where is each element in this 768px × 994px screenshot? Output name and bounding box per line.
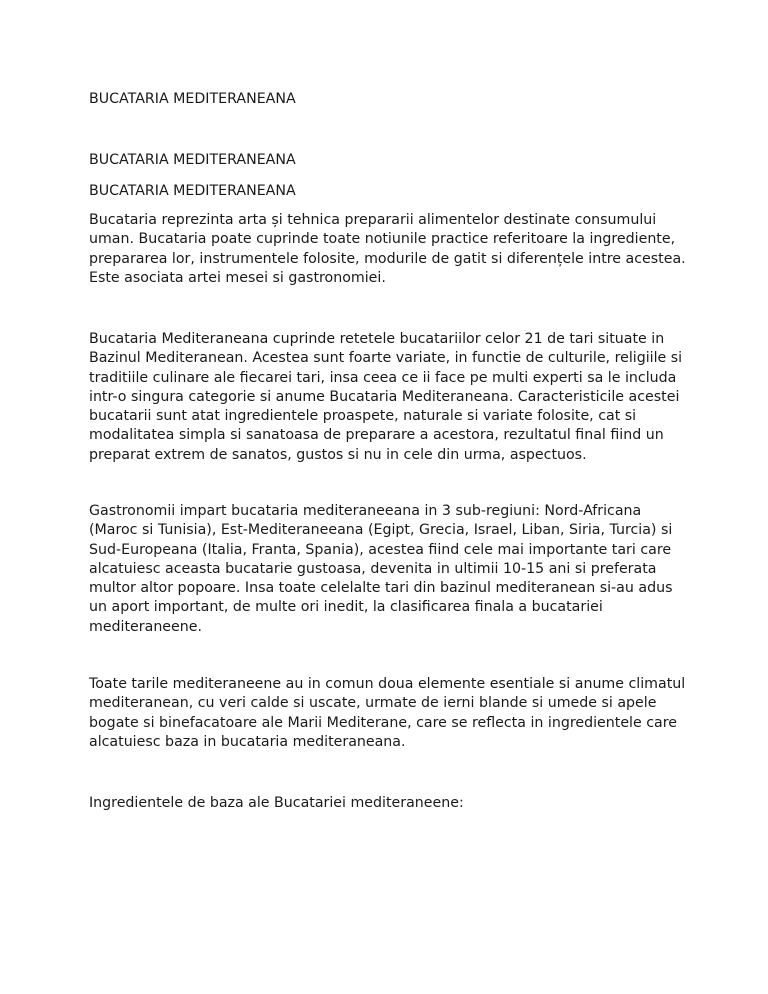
paragraph-line: Toate tarile mediteraneene au in comun doua elemente esentiale si anume climatul xyxy=(89,676,686,692)
paragraph-line: alcatuiesc aceasta bucatarie gustoasa, devenita in ultimii 10-15 ani si preferata xyxy=(89,560,657,577)
paragraph-line: un aport important, de multe ori inedit, la clasificarea finala a bucatariei xyxy=(89,599,603,616)
heading-repeat-1: BUCATARIA MEDITERANEANA xyxy=(89,152,296,168)
ingredients-heading: Ingredientele de baza ale Bucatariei mediteraneene: xyxy=(89,795,464,811)
paragraph-line: (Maroc si Tunisia), Est-Mediteraneeana (Egipt, Grecia, Israel, Liban, Siria, Turcia) si xyxy=(89,522,673,539)
paragraph-line: Sud-Europeana (Italia, Franta, Spania), acestea fiind cele mai importante tari care xyxy=(89,541,672,558)
paragraph-line: intr-o singura categorie si anume Bucataria Mediteraneana. Caracteristicile acestei xyxy=(89,388,680,405)
paragraph-line: traditiile culinare ale fiecarei tari, insa ceea ce ii face pe multi experti sa le includa xyxy=(89,369,677,386)
paragraph-line: mediteranean, cu veri calde si uscate, urmate de ierni blande si umede si apele xyxy=(89,695,657,712)
paragraph-line: multor altor popoare. Insa toate celelalte tari din bazinul mediteranean si-au adus xyxy=(89,580,673,597)
paragraph-line: Bucataria Mediteraneana cuprinde retetele bucatariilor celor 21 de tari situate in xyxy=(89,331,665,347)
paragraph-line: bucatarii sunt atat ingredientele proaspete, naturale si variate folosite, cat si xyxy=(89,408,637,425)
paragraph-intro xyxy=(89,211,689,288)
document-title: BUCATARIA MEDITERANEANA xyxy=(89,91,296,107)
paragraph-line: modalitatea simpla si sanatoasa de preparare a acestora, rezultatul final fiind un xyxy=(89,427,664,444)
paragraph-subregions xyxy=(89,502,689,637)
paragraph-line: Gastronomii impart bucataria mediteraneeana in 3 sub-regiuni: Nord-Africana xyxy=(89,503,642,519)
paragraph-climate xyxy=(89,675,689,752)
heading-repeat-2: BUCATARIA MEDITERANEANA xyxy=(89,183,296,199)
paragraph-line: bogate si binefacatoare ale Marii Mediterane, care se reflecta in ingredientele care xyxy=(89,714,677,731)
paragraph-line: Bazinul Mediteranean. Acestea sunt foarte variate, in functie de culturile, religiile si xyxy=(89,350,683,367)
paragraph-line: preparat extrem de sanatos, gustos si nu in cele din urma, aspectuos. xyxy=(89,446,587,463)
paragraph-line: Este asociata artei mesei si gastronomiei. xyxy=(89,269,386,286)
paragraph-line: mediteraneene. xyxy=(89,618,202,635)
paragraph-mediterranean xyxy=(89,330,689,465)
paragraph-line: prepararea lor, instrumentele folosite, modurile de gatit si diferențele intre acestea. xyxy=(89,250,686,267)
paragraph-line: alcatuiesc baza in bucataria mediteraneana. xyxy=(89,733,406,750)
paragraph-line: Bucataria reprezinta arta și tehnica prepararii alimentelor destinate consumului xyxy=(89,212,657,228)
paragraph-line: uman. Bucataria poate cuprinde toate notiunile practice referitoare la ingrediente, xyxy=(89,231,676,248)
